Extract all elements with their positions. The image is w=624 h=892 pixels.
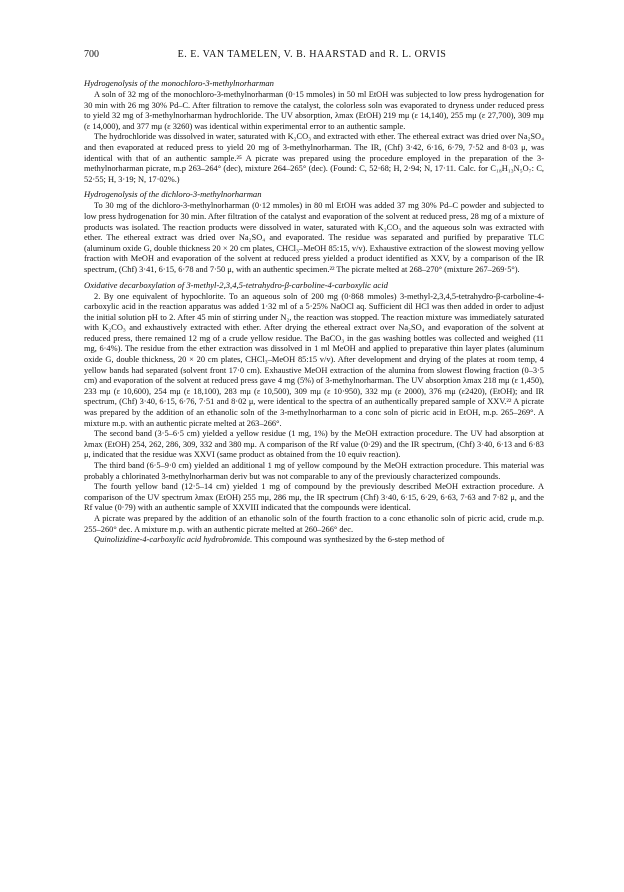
article-body: [84, 74, 544, 546]
closing-lead: Quinolizidine-4-carboxylic acid hydrobromide.: [94, 535, 253, 545]
paragraph: The third band (6·5–9·0 cm) yielded an additional 1 mg of yellow compound by the MeOH extraction procedure. This material was probably a chlorinated 3-methylnorharman deriv but was not comparable to any of the previously characterized compounds.: [84, 461, 544, 481]
section-heading-oxidative-decarboxylation: Oxidative decarboxylation of 3-methyl-2,3,4,5-tetrahydro-β-carboline-4-carboxylic acid: [84, 279, 388, 290]
paragraph: The fourth yellow band (12·5–14 cm) yielded 1 mg of compound by the previously described MeOH extraction procedure. A comparison of the UV spectrum λmax (EtOH) 255 mμ, 286 mμ, the IR spectrum (Chf) 3·40, 6·15, 6·29, 6·63, 7·63 and 7·82 μ, and the Rf value (0·79) with an authentic sample of XXVIII indicated that the compounds were identical.: [84, 482, 544, 513]
section-heading-monochloro: Hydrogenolysis of the monochloro-3-methylnorharman: [84, 78, 274, 88]
paragraph: The hydrochloride was dissolved in water, saturated with K₂CO₃ and extracted with ether. The ethereal extract was dried over Na₂SO₄ and then evaporated at reduced press to yield 20 mg of 3-methylnorharman. The IR, (Chf) 3·42, 6·16, 6·79, 7·52 and 8·03 μ, was identical with that of an authentic sample.²⁵ A picrate was prepared using the procedure employed in the preparation of the 3-methylnorharman picrate, m.p 263–264° (dec), mixture 264–265° (dec). (Found: C, 52·68; H, 2·94; N, 17·11. Calc. for C₁₈H₁₃N₅O₇: C, 52·55; H, 3·19; N, 17·02%.): [84, 132, 544, 184]
paragraph: A picrate was prepared by the addition of an ethanolic soln of the fourth fraction to a conc ethanolic soln of picric acid, crude m.p. 255–260° dec. A mixture m.p. with an authentic picrate melted at 260–266° dec.: [84, 513, 544, 534]
paragraph: 2. By one equivalent of hypochlorite. To an aqueous soln of 200 mg (0·868 mmoles) 3-methyl-2,3,4,5-tetrahydro-β-carboline-4-carboxylic acid in the reaction apparatus was added 1·32 ml of a 5·25% NaOCl aq. Sufficient dil HCl was then added in order to adjust the initial solution pH to 2. After 45 min of stirring under N₂, the reaction was stopped. The reaction mixture was immediately saturated with K₂CO₃ and exhaustively extracted with ether. After drying the ethereal extract over Na₂SO₄ and evaporation of the solvent at reduced press, there remained 12 mg of a crude yellow residue. The BaCO₃ in the gas washing bottles was collected and weighed (11 mg, 6·4%). The residue from the ether extraction was dissolved in 1 ml MeOH and applied to preparative thin layer plates (aluminum oxide G, double thickness, 20 × 20 cm plates, CHCl₃–MeOH 85:15 v/v). After development and drying of the plates at room temp, 4 yellow bands had separated (solvent front 17·0 cm). Exhaustive MeOH extraction of the alumina from slowest flowing fraction (0–3·5 cm) and evaporation of the solvent at reduced press gave 4 mg (5%) of 3-methylnorharman. The UV absorption λmax 218 mμ (ε 1,450), 233 mμ (ε 10,600), 254 mμ (ε 18,100), 283 mμ (ε 10,500), 309 mμ (ε 10·950), 332 mμ (ε 2000), 376 mμ (ε2420), (EtOH); and IR spectrum, (Chf) 3·40, 6·15, 6·76, 7·51 and 8·02 μ, were identical to the spectra of an authentically prepared sample of XXV.²² A picrate was prepared by the addition of an ethanolic soln of the 3-methylnorharman to a conc soln of picric acid in EtOH, m.p. 265–269°. A mixture m.p. with an authentic picrate melted at 263–266°.: [84, 291, 544, 428]
closing-text: This compound was synthesized by the 6-step method of: [252, 535, 445, 545]
closing-paragraph: [84, 535, 544, 546]
page-number: 700: [84, 49, 99, 60]
author-header: E. E. VAN TAMELEN, V. B. HAARSTAD and R. L. ORVIS: [177, 49, 447, 60]
section-heading-dichloro: Hydrogenolysis of the dichloro-3-methylnorharman: [84, 189, 262, 200]
paragraph: The second band (3·5–6·5 cm) yielded a yellow residue (1 mg, 1%) by the MeOH extraction procedure. The UV had absorption at λmax (EtOH) 254, 262, 286, 309, 332 and 380 mμ. A comparison of the Rf value (0·29) and the IR spectrum, (Chf) 3·40, 6·13 and 6·83 μ, indicated that the residue was XXVI (same product as obtained from the 10 equiv reaction).: [84, 429, 544, 460]
running-head: [84, 48, 540, 62]
paragraph: To 30 mg of the dichloro-3-methylnorharman (0·12 mmoles) in 80 ml EtOH was added 37 mg 30% Pd–C powder and subjected to low press hydrogenation for 30 min. After filtration of the catalyst and evaporation of the solvent at reduced press, 28 mg of a mixture of products was isolated. The reaction products were dissolved in water, saturated with K₂CO₃ and the aqueous soln was extracted with ether. The ethereal extract was dried over Na₂SO₄ and evaporated. The residue was separated and purified by preparative TLC (aluminum oxide G, double thickness 20 × 20 cm plates, CHCl₃–MeOH 85:15, v/v). Exhaustive extraction of the slowest moving yellow fraction with MeOH and evaporation of the solvent at reduced press yielded a product identified as XXV, by a comparison of the IR spectrum, (Chf) 3·41, 6·15, 6·78 and 7·50 μ, with an authentic specimen.²² The picrate melted at 268–270° (mixture 267–269·5°).: [84, 201, 544, 274]
paragraph: A soln of 32 mg of the monochloro-3-methylnorharman (0·15 mmoles) in 50 ml EtOH was subjected to low press hydrogenation for 30 min with 26 mg 30% Pd–C. After filtration to remove the catalyst, the colorless soln was evaporated to dryness under reduced press to yield 32 mg of 3-methylnorharman hydrochloride. The UV absorption, λmax (EtOH) 219 mμ (ε 14,140), 255 mμ (ε 27,700), 309 mμ (ε 14,000), and 377 mμ (ε 3260) was identical within experimental error to an authentic sample.: [84, 90, 544, 131]
